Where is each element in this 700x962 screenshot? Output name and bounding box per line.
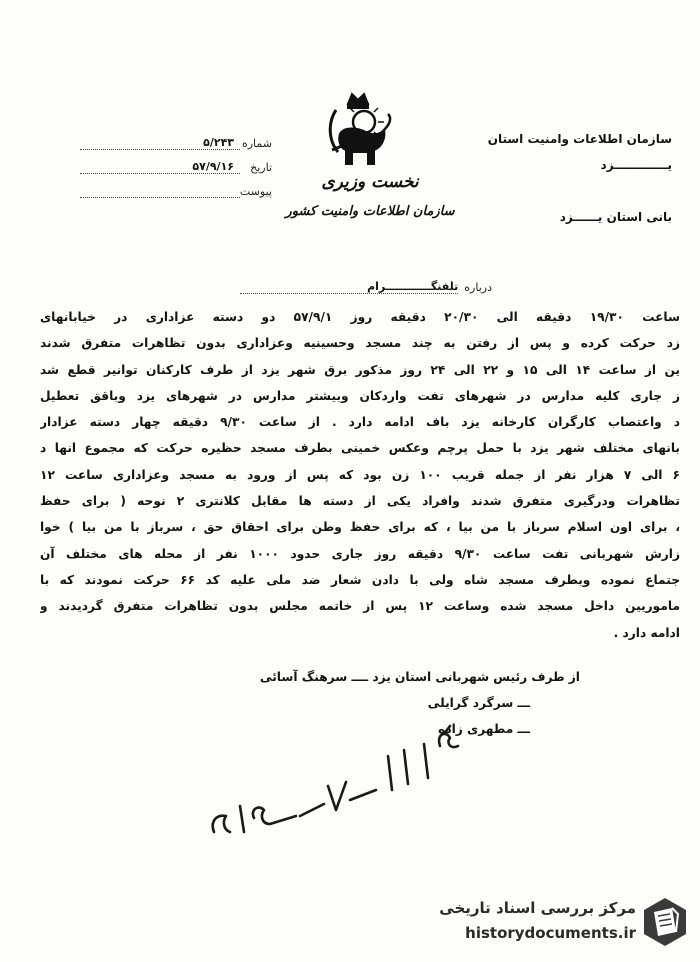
seal-subtitle: سازمان اطلاعات وامنیت کشور xyxy=(285,204,455,219)
meta-row xyxy=(80,150,272,174)
handwritten-note-icon xyxy=(200,720,500,850)
distribution-line: ـــ مطهری زاده xyxy=(438,722,530,736)
meta-row xyxy=(80,174,272,198)
org-line: بانی استان یــــــزد xyxy=(559,210,672,224)
meta-label: پیوست xyxy=(239,185,272,198)
lion-and-sun-emblem-icon xyxy=(318,90,398,172)
body-line: تظاهرات ودرگیری متفرق شدند وافراد یکی از دسته ها مقابل کلانتری ۲ نوحه ( برای حفظ xyxy=(40,494,680,509)
watermark-title: مرکز بررسی اسناد تاریخی xyxy=(439,899,636,917)
distribution-line: ـــ سرگرد گرایلی xyxy=(427,696,530,710)
meta-value: ۵/۲۴۳ xyxy=(80,136,240,150)
meta-label: تاریخ xyxy=(250,161,272,174)
body-line: جتماع نموده وبطرف مسجد شاه ولی با دادن شعار ضد ملی علیه کد ۶۶ حرکت نمودند که با xyxy=(40,572,680,587)
document-center-logo-icon xyxy=(642,896,688,948)
watermark-url: historydocuments.ir xyxy=(465,924,636,942)
letter-body xyxy=(40,304,680,646)
body-line: ساعت ۱۹/۳۰ دقیقه الی ۲۰/۳۰ دقیقه روز ۵۷/۹/۱ دو دسته عزاداری در خیابانهای xyxy=(40,310,680,324)
subject-label: درباره xyxy=(464,281,492,294)
meta-value xyxy=(80,184,240,198)
subject-value: تلفنگــــــــــــرام xyxy=(240,280,458,294)
distribution-line: از طرف رئیس شهربانی استان یزد ــــ سرهنگ آسائی xyxy=(259,670,580,684)
body-line: بانهای مختلف شهر یزد با حمل پرچم وعکس خمینی بطرف مسجد حظیره حرکت که مجموع انها د xyxy=(40,441,680,456)
subject-line xyxy=(240,280,492,294)
meta-value: ۵۷/۹/۱۶ xyxy=(80,160,240,174)
seal-title: نخست وزیری xyxy=(321,172,419,192)
body-line: د واعتصاب کارگران کارخانه یزد باف ادامه دارد . از ساعت ۹/۳۰ دقیقه چهار دسته عزادار xyxy=(40,415,680,430)
body-line: ین از ساعت ۱۴ الی ۱۵ و ۲۲ الی ۲۴ روز مذکور برق شهر یزد از طرف کارکنان توانیر قطع شد xyxy=(40,362,680,377)
body-line: ماموریین داخل مسجد شده وساعت ۱۲ پس از خاتمه مجلس بدون تظاهرات متفرق گردیدند و xyxy=(40,599,680,614)
body-line: زد حرکت کرده و پس از رفتن به چند مسجد وحسینیه وعزاداری بدون تظاهرات متفرق شدند xyxy=(40,336,680,351)
organization-header xyxy=(427,128,672,232)
meta-label: شماره xyxy=(241,137,272,150)
letter-meta xyxy=(80,126,272,198)
watermark-text xyxy=(436,896,636,946)
watermark xyxy=(420,890,692,954)
meta-row xyxy=(80,126,272,150)
body-line: ادامه دارد . xyxy=(613,625,680,640)
body-line: ۶ الی ۷ هزار نفر از جمله قریب ۱۰۰ زن بود که پس از ورود به مسجد وعزاداری ساعت ۱۲ xyxy=(40,467,680,482)
org-line: سازمان اطلاعات وامنیت استان xyxy=(487,132,672,146)
body-line: ز جاری کلیه مدارس در شهرهای تفت واردکان وبیشتر مدارس در شهرهای یزد وباقق تعطیل xyxy=(40,388,680,403)
body-line: ، برای اون اسلام سرباز با من بیا ، که برای حفظ وطن برای احقاق حق ، سرباز با من بیا ) خوا xyxy=(40,520,680,535)
org-line xyxy=(427,180,672,206)
body-line: زارش شهربانی تفت ساعت ۹/۳۰ دقیقه روز جاری حدود ۱۰۰۰ نفر از محله های مختلف آن xyxy=(40,546,680,561)
org-line: یـــــــــــــزد xyxy=(600,158,672,172)
